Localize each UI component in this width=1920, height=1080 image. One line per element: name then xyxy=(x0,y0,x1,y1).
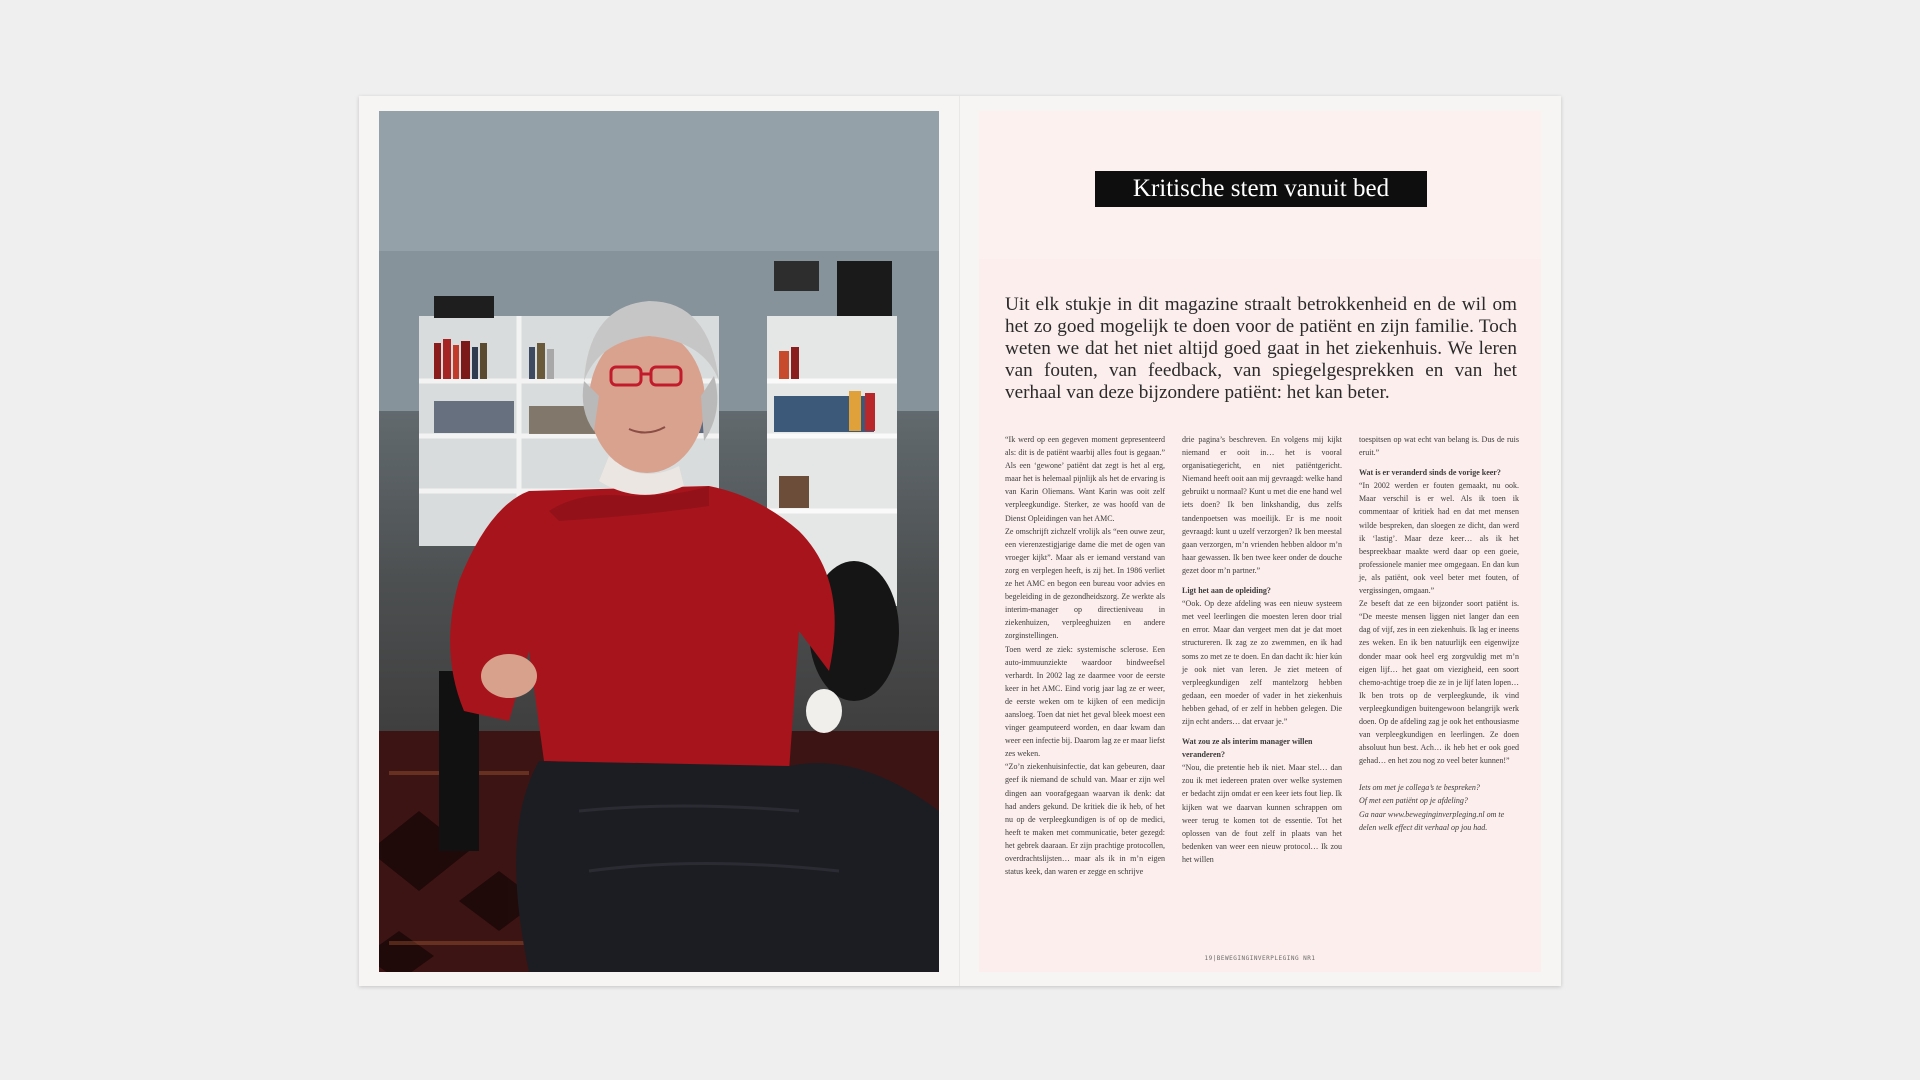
text-column-1 xyxy=(1005,433,1165,878)
article-intro: Uit elk stukje in dit magazine straalt betrokkenheid en de wil om het zo goed mogelijk te doen voor de patiënt en zijn familie. Toch weten we dat het niet altijd goed gaat in het ziekenhuis. We leren van fouten, van feedback, van spiegelgesprekken en van het verhaal van deze bijzondere patiënt: het kan beter. xyxy=(1005,294,1517,403)
subheading: Wat is er veranderd sinds de vorige keer? xyxy=(1359,468,1501,478)
call-to-action: Iets om met je collega’s te bespreken? xyxy=(1359,783,1480,793)
text-column-3 xyxy=(1359,433,1519,834)
paragraph: drie pagina’s beschreven. En volgens mij kijkt niemand er ooit in… het is vooral organisatiegericht, en niet patiëntgericht. Niemand heeft ooit aan mij gevraagd: welke hand gebruikt u normaal? Kunt u met die ene hand wel iets doen? Ik ben linkshandig, dus zelfs tandenpoetsen was moeilijk. Er is me nooit gevraagd: kunt u uzelf verzorgen? Ik ben meestal gaan verzorgen, m’n vrienden hebben aldoor m’n haar gewassen. Ik ben twee keer onder de douche gezet door m’n partner.” xyxy=(1182,435,1342,575)
paragraph: Ze beseft dat ze een bijzonder soort patiënt is. “De meeste mensen liggen niet langer dan een dag of vijf, zes in een ziekenhuis. Ik lag er ineens zes weken. En ik ben natuurlijk een eigenwijze donder maar ook heel erg zorgvuldig met m’n eigen lijf… het gaat om viezigheid, een soort chemo-achtige troep die ze in je lijf laten lopen… Ik ben trots op de verpleegkunde, ik vind verpleegkundigen buitengewoon belangrijk werk doen. Op de afdeling zag je ook het enthousiasme van verpleegkundigen en leerlingen. Ze doen absoluut hun best. Ach… ik heb het er ook goed gehad… en het zou nog zo veel beter kunnen!” xyxy=(1359,599,1519,766)
text-column-2 xyxy=(1182,433,1342,866)
call-to-action: Of met een patiënt op je afdeling? xyxy=(1359,796,1468,806)
portrait-photo xyxy=(379,111,939,972)
magazine-spread xyxy=(359,96,1561,986)
paragraph: Ze omschrijft zichzelf vrolijk als “een ouwe zeur, een vierenzestigjarige dame die met de ogen van vroeger kijkt”. Maar als er iemand verstand van zorg en verplegen heeft, is zij het. In 1986 verliet ze het AMC en begon een bureau voor advies en begeleiding in de gezondheidszorg. Ze werkte als interim-manager op directieniveau in ziekenhuizen, verpleeghuizen en andere zorginstellingen. xyxy=(1005,526,1165,641)
article-page xyxy=(979,111,1541,972)
subheading: Ligt het aan de opleiding? xyxy=(1182,586,1271,596)
paragraph: “Ook. Op deze afdeling was een nieuw systeem met veel leerlingen die moesten leren door trial en error. Maar dan vergeet men dat je dat moet structureren. Ik zag ze zo zwemmen, en ik had soms zo met ze te doen. En dan dacht ik: hier kún je ook niet van leren. Je ziet meteen of verpleegkundigen zelf mantelzorg hebben gedaan, een moeder of vader in het ziekenhuis hebben gehad, of er zelf in hebben gelegen. Die zijn echt anders… dat ervaar je.” xyxy=(1182,599,1342,726)
paragraph: “In 2002 werden er fouten gemaakt, nu ook. Maar verschil is er wel. Als ik toen ik commentaar of kritiek had en dat met mensen wilde bespreken, dan sloegen ze dicht, dan werd ik ‘lastig’. Maar deze keer… als ik het bespreekbaar maakte werd daar op een goeie, professionele manier mee omgegaan. En dan kun je, als patiënt, ook veel beter met fouten, of vergissingen, omgaan.” xyxy=(1359,481,1519,596)
article-title: Kritische stem vanuit bed xyxy=(1095,171,1427,207)
title-band xyxy=(979,111,1541,259)
paragraph: Toen werd ze ziek: systemische sclerose. Een auto-immuunziekte waardoor bindweefsel verhardt. In 2002 lag ze daarmee voor de eerste keer in het AMC. Eind vorig jaar lag ze er weer, de eerste weken om te kijken of een medicijn aansloeg. Toen dat niet het geval bleek moest een vinger geamputeerd worden, en daar kwam dan weer een infectie bij. Daarom lag ze er maar liefst zes weken. xyxy=(1005,644,1165,759)
paragraph: “Ik werd op een gegeven moment gepresenteerd als: dit is de patiënt waarbij alles fout is gegaan.” Als een ‘gewone’ patiënt dat zegt is het al erg, maar het is helemaal pijnlijk als het de ervaring is van Karin Oliemans. Want Karin was ooit zelf verpleegkundige. Sterker, ze was hoofd van de Dienst Opleidingen van het AMC. xyxy=(1005,435,1165,523)
subheading: Wat zou ze als interim manager willen veranderen? xyxy=(1182,737,1313,760)
paragraph: toespitsen op wat echt van belang is. Dus de ruis eruit.” xyxy=(1359,435,1519,458)
spread-gutter xyxy=(959,96,960,986)
call-to-action: Ga naar www.beweginginverpleging.nl om te delen welk effect dit verhaal op jou had. xyxy=(1359,809,1505,832)
page-folio: 19|BEWEGINGINVERPLEGING NR1 xyxy=(1204,955,1316,962)
paragraph: “Zo’n ziekenhuisinfectie, dat kan gebeuren, daar geef ik niemand de schuld van. Maar er zijn wel dingen aan voorafgegaan waarvan ik denk: dat had anders gekund. De kritiek die ik heb, of het nu op de verpleegkundigen is of op de medici, heeft te maken met communicatie, beter gezegd: het gebrek daaraan. Er zijn prachtige protocollen, overdrachtslijsten… maar als ik in m’n eigen status keek, dan waren er zegge en schrijve xyxy=(1005,762,1165,877)
paragraph: “Nou, die pretentie heb ik niet. Maar stel… dan zou ik met iedereen praten over welke systemen er bedacht zijn omdat er een keer iets fout liep. Ik kijken wat we daarvan kunnen schrappen om weer terug te komen tot de essentie. Tot het oplossen van de fout zelf in plaats van het bedenken van weer een nieuw protocol… Ik zou het willen xyxy=(1182,763,1342,864)
